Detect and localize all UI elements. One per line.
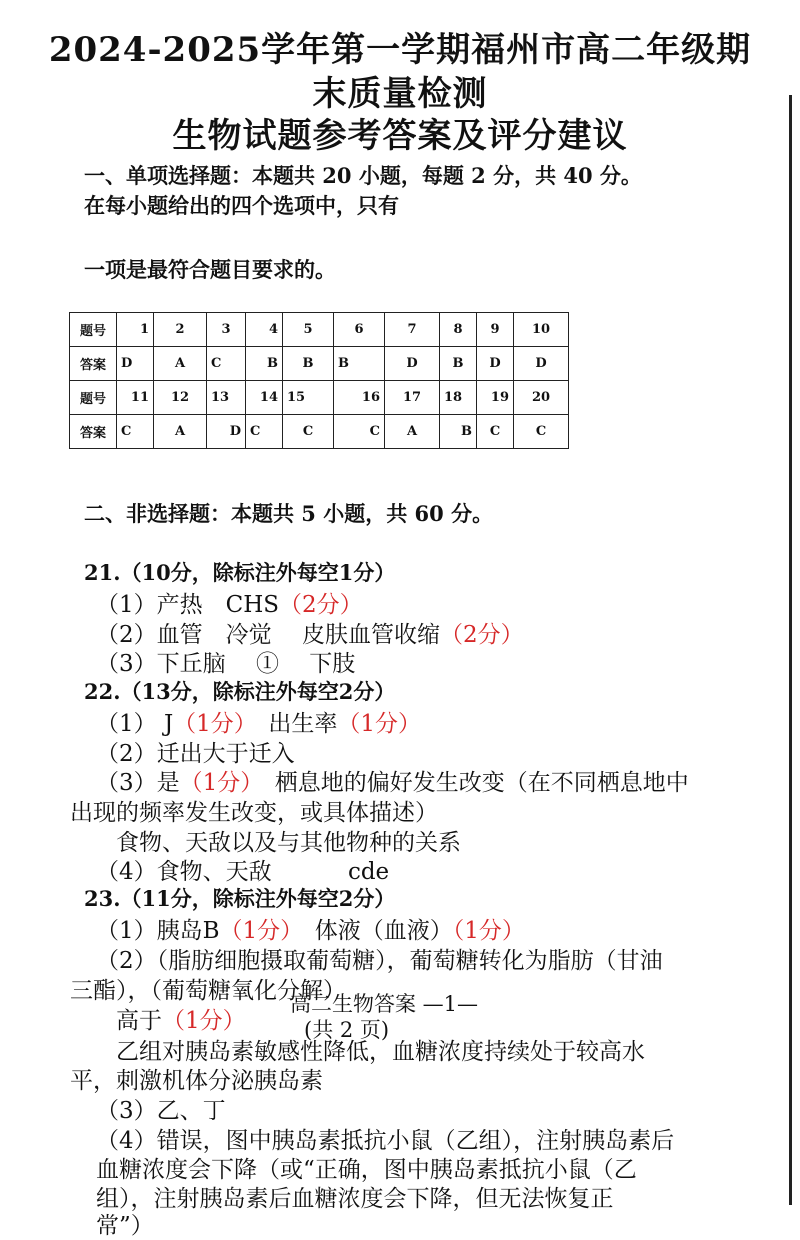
score-note: （1分） — [337, 711, 421, 737]
table-cell: D — [514, 347, 569, 381]
table-cell: C — [334, 415, 385, 449]
q22-heading: 22.（13分，除标注外每空2分） — [84, 679, 396, 704]
answer-text: （1）胰岛B — [96, 918, 220, 944]
table-cell: C — [207, 347, 246, 381]
page-edge-line — [789, 95, 792, 1205]
answer-text: 体液（血液） — [291, 918, 453, 944]
q23-line-8: （4）错误，图中胰岛素抵抗小鼠（乙组），注射胰岛素后 — [96, 1128, 675, 1154]
score-note: （2分） — [279, 592, 363, 618]
table-cell: B — [440, 347, 477, 381]
q23-line-6: 平，刺激机体分泌胰岛素 — [70, 1068, 323, 1094]
table-cell: 7 — [385, 313, 440, 347]
table-cell: C — [514, 415, 569, 449]
answer-text: 出生率 — [245, 711, 338, 737]
table-cell: 6 — [334, 313, 385, 347]
row-label: 题号 — [70, 381, 117, 415]
q23-line-7: （3）乙、丁 — [96, 1098, 226, 1124]
table-cell: A — [385, 415, 440, 449]
q22-line-2: （2）迁出大于迁入 — [96, 741, 295, 767]
table-cell: D — [207, 415, 246, 449]
title-line-3: 生物试题参考答案及评分建议 — [172, 116, 628, 156]
title-line-1: 2024-2025学年第一学期福州市高二年级期 — [48, 30, 752, 70]
footer-page-label: 高二生物答案 —1— — [290, 992, 479, 1016]
table-cell: 1 — [117, 313, 154, 347]
table-cell: 3 — [207, 313, 246, 347]
q23-line-4 — [116, 1002, 246, 1035]
table-cell: 2 — [154, 313, 207, 347]
table-cell: 16 — [334, 381, 385, 415]
q22-line-4: 出现的频率发生改变，或具体描述） — [70, 800, 438, 826]
score-note: （1分） — [219, 918, 292, 944]
score-note: （1分） — [452, 918, 525, 944]
q23-line-10: 组），注射胰岛素后血糖浓度会下降，但无法恢复正 — [96, 1186, 614, 1212]
answer-table — [69, 312, 569, 449]
table-cell: B — [283, 347, 334, 381]
table-row — [70, 381, 569, 415]
table-cell: 14 — [246, 381, 283, 415]
table-cell: A — [154, 347, 207, 381]
table-cell: 18 — [440, 381, 477, 415]
answer-text: （1） J — [96, 711, 174, 737]
section1-line-2: 在每小题给出的四个选项中，只有 — [84, 193, 399, 218]
q21-heading: 21.（10分，除标注外每空1分） — [84, 560, 396, 585]
section1-line-3: 一项是最符合题目要求的。 — [84, 257, 336, 282]
q23-line-11: 常”） — [96, 1213, 154, 1239]
row-label: 题号 — [70, 313, 117, 347]
table-cell: B — [334, 347, 385, 381]
table-cell: D — [117, 347, 154, 381]
table-cell: D — [385, 347, 440, 381]
table-cell: 20 — [514, 381, 569, 415]
table-cell: 13 — [207, 381, 246, 415]
table-cell: C — [477, 415, 514, 449]
title-line-2: 末质量检测 — [312, 74, 488, 114]
table-cell: 10 — [514, 313, 569, 347]
q22-line-5: 食物、天敌以及与其他物种的关系 — [116, 830, 461, 856]
table-cell: 5 — [283, 313, 334, 347]
table-cell: A — [154, 415, 207, 449]
q23-line-2: （2）（脂肪细胞摄取葡萄糖），葡萄糖转化为脂肪（甘油 — [96, 948, 663, 974]
table-cell: B — [440, 415, 477, 449]
table-cell: 12 — [154, 381, 207, 415]
table-cell: D — [477, 347, 514, 381]
answer-text: （1）产热 CHS — [96, 592, 280, 618]
q23-line-3: 三酯），（葡萄糖氧化分解） — [70, 978, 346, 1004]
table-cell: 17 — [385, 381, 440, 415]
q21-line-3: （3）下丘脑 ① 下肢 — [96, 651, 356, 677]
q22-line-3 — [96, 764, 689, 797]
section2-heading: 二、非选择题：本题共 5 小题，共 60 分。 — [84, 501, 494, 526]
table-cell: 19 — [477, 381, 514, 415]
q23-line-9: 血糖浓度会下降（或“正确，图中胰岛素抵抗小鼠（乙 — [96, 1157, 637, 1183]
table-cell: C — [246, 415, 283, 449]
table-cell: 15 — [283, 381, 334, 415]
score-note: （1分） — [162, 1008, 246, 1034]
q23-line-1 — [96, 912, 525, 945]
table-cell: C — [283, 415, 334, 449]
answer-text: （2）血管 冷觉 皮肤血管收缩 — [96, 622, 440, 648]
score-note: （1分） — [173, 711, 246, 737]
q22-line-1 — [96, 705, 421, 738]
row-label: 答案 — [70, 347, 117, 381]
table-cell: 9 — [477, 313, 514, 347]
answer-text: 栖息地的偏好发生改变（在不同栖息地中 — [251, 770, 689, 796]
table-cell: 11 — [117, 381, 154, 415]
q23-line-5: 乙组对胰岛素敏感性降低，血糖浓度持续处于较高水 — [116, 1039, 645, 1065]
table-row — [70, 415, 569, 449]
row-label: 答案 — [70, 415, 117, 449]
section1-line-1: 一、单项选择题：本题共 20 小题，每题 2 分，共 40 分。 — [84, 163, 642, 188]
table-cell: C — [117, 415, 154, 449]
table-cell: 8 — [440, 313, 477, 347]
score-note: （1分） — [179, 770, 252, 796]
score-note: （2分） — [439, 622, 524, 648]
table-cell: 4 — [246, 313, 283, 347]
q22-line-6: （4）食物、天敌 cde — [96, 859, 390, 885]
table-row — [70, 347, 569, 381]
answer-text: （3）是 — [96, 770, 180, 796]
footer-page-count: (共 2 页) — [304, 1018, 390, 1042]
answer-text: 高于 — [116, 1008, 162, 1034]
q23-heading: 23.（11分，除标注外每空2分） — [84, 886, 396, 911]
table-row — [70, 313, 569, 347]
table-cell: B — [246, 347, 283, 381]
q21-line-1 — [96, 586, 363, 619]
